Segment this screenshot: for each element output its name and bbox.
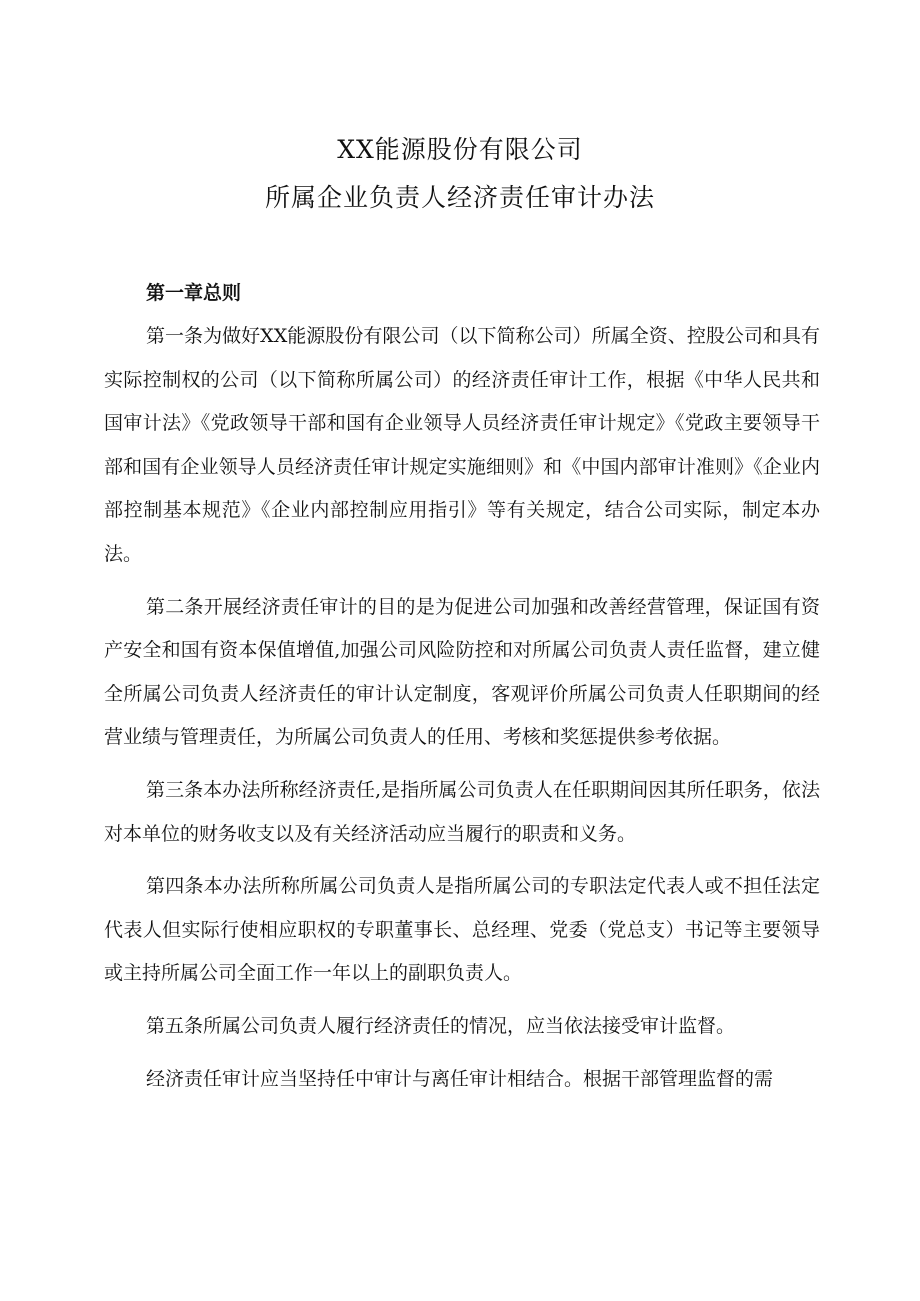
document-body xyxy=(104,272,820,1110)
chapter-heading: 第一章总则 xyxy=(146,282,242,304)
paragraph-continuation: 经济责任审计应当坚持任中审计与离任审计相结合。根据干部管理监督的需 xyxy=(146,1067,774,1090)
paragraph-article-2: 第二条开展经济责任审计的目的是为促进公司加强和改善经营管理，保证国有资产安全和国有资本保值增值,加强公司风险防控和对所属公司负责人责任监督，建立健全所属公司负责人经济责任的审计认定制度，客观评价所属公司负责人任职期间的经营业绩与管理责任，为所属公司负责人的任用、考核和奖惩提供参考依据。 xyxy=(104,595,820,749)
title-regulation: 所属企业负责人经济责任审计办法 xyxy=(264,183,655,212)
paragraph-article-1: 第一条为做好XX能源股份有限公司（以下简称公司）所属全资、控股公司和具有实际控制权的公司（以下简称所属公司）的经济责任审计工作，根据《中华人民共和国审计法》《党政领导干部和国有企业领导人员经济责任审计规定》《党政主要领导干部和国有企业领导人员经济责任审计规定实施细则》和《中国内部审计准则》《企业内部控制基本规范》《企业内部控制应用指引》等有关规定，结合公司实际，制定本办法。 xyxy=(104,325,820,565)
paragraph-article-5: 第五条所属公司负责人履行经济责任的情况，应当依法接受审计监督。 xyxy=(146,1014,736,1037)
paragraph-article-4: 第四条本办法所称所属公司负责人是指所属公司的专职法定代表人或不担任法定代表人但实际行使相应职权的专职董事长、总经理、党委（党总支）书记等主要领导或主持所属公司全面工作一年以上的副职负责人。 xyxy=(104,875,820,985)
title-company: XX能源股份有限公司 xyxy=(337,135,583,164)
paragraph-article-3: 第三条本办法所称经济责任,是指所属公司负责人在任职期间因其所任职务，依法对本单位的财务收支以及有关经济活动应当履行的职责和义务。 xyxy=(104,778,820,845)
document-title xyxy=(0,126,920,222)
